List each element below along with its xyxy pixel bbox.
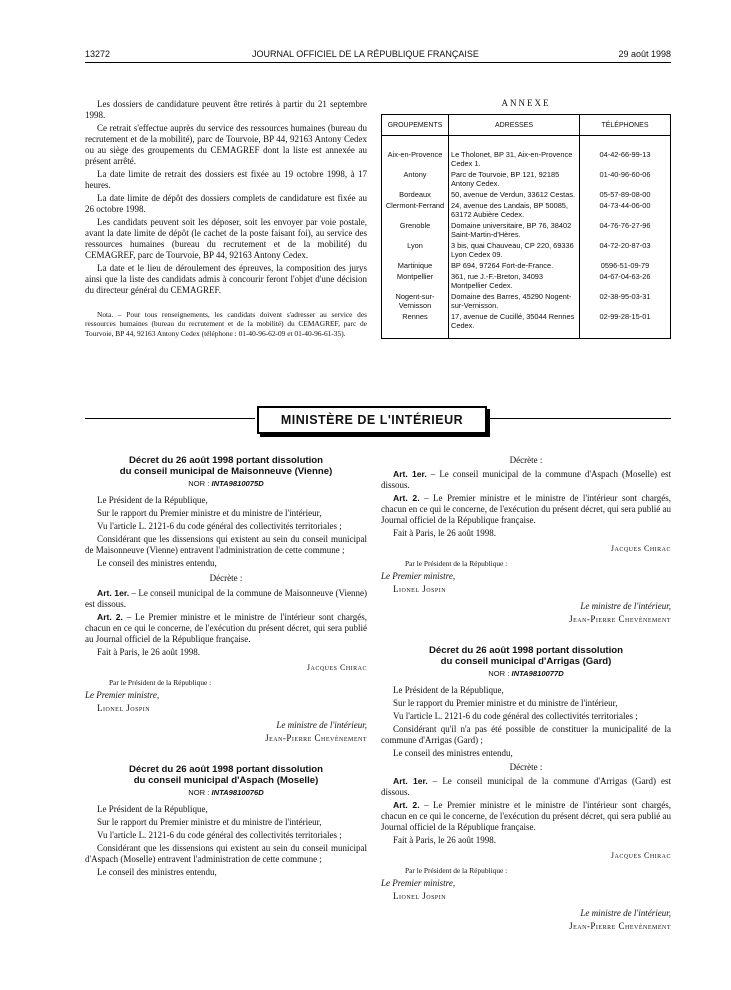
annexe-telephone: 04-72-20-87-03 xyxy=(580,240,671,260)
decree-article-2: Art. 2. – Le Premier ministre et le ministre de l'intérieur sont chargés, chacun en ce qui le concerne, de l'exécution du présent décret, qui sera publié au Journal officiel de la République française. xyxy=(381,493,672,525)
annexe-row xyxy=(382,240,671,260)
annexe-groupement: Montpellier xyxy=(382,271,449,291)
decree-aspach-part2 xyxy=(381,455,671,625)
decree-paragraph: Considérant que les dissensions qui existent au sein du conseil municipal de Maisonneuve (Vienne) entravent l'administration de cette commune ; xyxy=(85,534,367,555)
header-groupements: GROUPEMENTS xyxy=(382,115,449,136)
decree-decrete: Décrète : xyxy=(209,573,243,583)
intro-note: Nota. – Pour tous renseignements, les candidats doivent s'adresser au service des ressources humaines (bureau du recrutement et de la mobilité) du CEMAGREF, parc de Tourvoie, BP 44, 92163 Antony Cedex (téléphone : 01-40-96-62-09 et 01-40-96-61-35). xyxy=(85,310,367,338)
annexe-telephone: 0596-51-09-79 xyxy=(580,260,671,271)
decree-nor: NOR : INTA9810075D xyxy=(188,479,264,488)
signature-president: Jacques Chirac xyxy=(610,544,671,553)
decree-title: du conseil municipal d'Aspach (Moselle) xyxy=(133,775,319,786)
decree-article-1: Art. 1er. – Le conseil municipal de la commune de Maisonneuve (Vienne) est dissous. xyxy=(85,588,367,609)
annexe-adresse: 361, rue J.-F.-Breton, 34093 Montpellier Cedex. xyxy=(449,271,580,291)
signature-par: Par le Président de la République : xyxy=(405,559,508,568)
decree-fait: Fait à Paris, le 26 août 1998. xyxy=(393,528,496,538)
signature-president: Jacques Chirac xyxy=(610,851,671,860)
signature-pm-title: Le Premier ministre, xyxy=(381,878,456,888)
annexe-row xyxy=(382,220,671,240)
annexe-groupement: Bordeaux xyxy=(382,189,449,200)
annexe-header-row xyxy=(382,115,671,136)
ministry-rule-left xyxy=(85,418,255,419)
annexe-adresse: 50, avenue de Verdun, 33612 Cestas. xyxy=(449,189,580,200)
signature-minister-name: Jean-Pierre Chevènement xyxy=(569,614,671,624)
signature-pm-name: Lionel Jospin xyxy=(393,891,447,901)
annexe-telephone: 04-76-76-27-96 xyxy=(580,220,671,240)
decree-paragraph: Vu l'article L. 2121-6 du code général des collectivités territoriales ; xyxy=(97,830,342,840)
annexe-adresse: Parc de Tourvoie, BP 121, 92185 Antony Cedex. xyxy=(449,169,580,189)
decree-title: du conseil municipal d'Arrigas (Gard) xyxy=(440,656,612,667)
decree-paragraph: Le Président de la République, xyxy=(97,495,208,505)
annexe-groupement: Nogent-sur-Vernisson xyxy=(382,291,449,311)
annexe-telephone: 04-67-04-63-26 xyxy=(580,271,671,291)
decree-fait: Fait à Paris, le 26 août 1998. xyxy=(97,647,200,657)
decree-aspach-part1 xyxy=(85,764,367,878)
annexe-telephone: 02-99-28-15-01 xyxy=(580,311,671,339)
signature-pm-title: Le Premier ministre, xyxy=(85,690,160,700)
decree-arrigas xyxy=(381,645,671,932)
right-column xyxy=(381,455,671,934)
annexe-groupement: Martinique xyxy=(382,260,449,271)
decree-paragraph: Considérant qu'il n'a pas été possible de constituer la municipalité de la commune d'Arrigas (Gard) ; xyxy=(381,724,671,745)
decree-title: Décret du 26 août 1998 portant dissolution xyxy=(128,455,324,466)
annexe-body xyxy=(382,136,671,339)
left-column xyxy=(85,455,367,880)
annexe-adresse: Le Tholonet, BP 31, Aix-en-Provence Cedex 1. xyxy=(449,136,580,170)
page-number: 13272 xyxy=(85,49,111,59)
signature-minister-name: Jean-Pierre Chevènement xyxy=(569,921,671,931)
annexe-row xyxy=(382,189,671,200)
decree-article-2: Art. 2. – Le Premier ministre et le ministre de l'intérieur sont chargés, chacun en ce qui le concerne, de l'exécution du présent décret, qui sera publié au Journal officiel de la République française. xyxy=(85,612,367,644)
annexe-adresse: Domaine universitaire, BP 76, 38402 Saint-Martin-d'Hères. xyxy=(449,220,580,240)
header-telephones: TÉLÉPHONES xyxy=(580,115,671,136)
header-adresses: ADRESSES xyxy=(449,115,580,136)
decree-article-2: Art. 2. – Le Premier ministre et le ministre de l'intérieur sont chargés, chacun en ce qui le concerne, de l'exécution du présent décret, qui sera publié au Journal officiel de la République française. xyxy=(381,800,672,832)
ministry-banner: MINISTÈRE DE L'INTÉRIEUR xyxy=(257,406,487,434)
decree-paragraph: Vu l'article L. 2121-6 du code général des collectivités territoriales ; xyxy=(393,711,638,721)
annexe-telephone: 02-38-95-03-31 xyxy=(580,291,671,311)
decree-maisonneuve xyxy=(85,455,367,744)
decree-paragraph: Vu l'article L. 2121-6 du code général des collectivités territoriales ; xyxy=(97,521,342,531)
decree-paragraph: Sur le rapport du Premier ministre et du ministre de l'intérieur, xyxy=(393,698,618,708)
intro-section xyxy=(85,99,367,338)
decree-paragraph: Sur le rapport du Premier ministre et du ministre de l'intérieur, xyxy=(97,817,322,827)
signature-president: Jacques Chirac xyxy=(306,663,367,672)
annexe-telephone: 04-42-66-99-13 xyxy=(580,136,671,170)
ministry-rule-right xyxy=(488,418,671,419)
annexe-row xyxy=(382,271,671,291)
annexe-groupement: Rennes xyxy=(382,311,449,339)
annexe-title: ANNEXE xyxy=(501,98,551,108)
annexe-row xyxy=(382,200,671,220)
annexe-row xyxy=(382,136,671,170)
signature-par: Par le Président de la République : xyxy=(109,678,212,687)
annexe-groupement: Grenoble xyxy=(382,220,449,240)
decree-paragraph: Le conseil des ministres entendu, xyxy=(97,558,217,568)
intro-paragraph: Les candidats peuvent soit les déposer, soit les envoyer par voie postale, avant la date limite de dépôt (le cachet de la poste faisant foi), au service des ressources humaines (bureau du recrutement et de la mobilité) du CEMAGREF, parc de Tourvoie, BP 44, 92163 Antony Cedex. xyxy=(85,217,367,260)
annexe-groupement: Antony xyxy=(382,169,449,189)
signature-minister-title: Le ministre de l'intérieur, xyxy=(580,601,671,611)
intro-paragraph: La date limite de retrait des dossiers est fixée au 19 octobre 1998, à 17 heures. xyxy=(85,169,367,190)
decree-paragraph: Considérant que les dissensions qui existent au sein du conseil municipal d'Aspach (Moselle) entravent l'administration de cette commune ; xyxy=(85,843,367,864)
annexe-adresse: 3 bis, quai Chauveau, CP 220, 69336 Lyon Cedex 09. xyxy=(449,240,580,260)
decree-nor: NOR : INTA9810077D xyxy=(488,669,564,678)
annexe-adresse: BP 694, 97264 Fort-de-France. xyxy=(449,260,580,271)
annexe-row xyxy=(382,311,671,339)
decree-paragraph: Le Président de la République, xyxy=(393,685,504,695)
annexe-row xyxy=(382,291,671,311)
signature-pm-name: Lionel Jospin xyxy=(97,703,151,713)
signature-minister-title: Le ministre de l'intérieur, xyxy=(276,720,367,730)
intro-paragraph: La date limite de dépôt des dossiers complets de candidature est fixée au 26 octobre 1998. xyxy=(85,193,367,214)
header-rule xyxy=(85,62,671,63)
annexe-adresse: Domaine des Barres, 45290 Nogent-sur-Vernisson. xyxy=(449,291,580,311)
annexe-groupement: Aix-en-Provence xyxy=(382,136,449,170)
journal-title: JOURNAL OFFICIEL DE LA RÉPUBLIQUE FRANÇAISE xyxy=(252,49,479,59)
annexe-telephone: 04-73-44-06-00 xyxy=(580,200,671,220)
intro-paragraph: La date et le lieu de déroulement des épreuves, la composition des jurys ainsi que la liste des candidats admis à concourir feront l'objet d'une décision du directeur général du CEMAGREF. xyxy=(85,263,367,295)
decree-article-1: Art. 1er. – Le conseil municipal de la commune d'Arrigas (Gard) est dissous. xyxy=(381,776,671,797)
decree-paragraph: Le Président de la République, xyxy=(97,804,208,814)
signature-minister-name: Jean-Pierre Chevènement xyxy=(265,733,367,743)
annexe-row xyxy=(382,260,671,271)
decree-paragraph: Le conseil des ministres entendu, xyxy=(393,748,513,758)
decree-article-1: Art. 1er. – Le conseil municipal de la commune d'Aspach (Moselle) est dissous. xyxy=(381,469,671,490)
decree-decrete: Décrète : xyxy=(509,762,543,772)
annexe-groupement: Lyon xyxy=(382,240,449,260)
annexe-groupement: Clermont-Ferrand xyxy=(382,200,449,220)
annexe-row xyxy=(382,169,671,189)
publication-date: 29 août 1998 xyxy=(618,49,671,59)
signature-par: Par le Président de la République : xyxy=(405,866,508,875)
intro-paragraph: Les dossiers de candidature peuvent être retirés à partir du 21 septembre 1998. xyxy=(85,99,367,120)
decree-title: Décret du 26 août 1998 portant dissolution xyxy=(128,764,324,775)
decree-paragraph: Le conseil des ministres entendu, xyxy=(97,867,217,877)
annexe-adresse: 17, avenue de Cucillé, 35044 Rennes Cedex. xyxy=(449,311,580,339)
annexe-table xyxy=(381,114,671,339)
signature-pm-title: Le Premier ministre, xyxy=(381,571,456,581)
decree-nor: NOR : INTA9810076D xyxy=(188,788,264,797)
signature-minister-title: Le ministre de l'intérieur, xyxy=(580,908,671,918)
decree-title: du conseil municipal de Maisonneuve (Vienne) xyxy=(119,466,333,477)
intro-paragraph: Ce retrait s'effectue auprès du service des ressources humaines (bureau du recrutement et de la mobilité), parc de Tourvoie, BP 44, 92163 Antony Cedex ou au siège des groupements du CEMAGREF dont la liste est annexée au présent arrêté. xyxy=(85,123,367,166)
decree-title: Décret du 26 août 1998 portant dissolution xyxy=(428,645,624,656)
decree-paragraph: Sur le rapport du Premier ministre et du ministre de l'intérieur, xyxy=(97,508,322,518)
decree-decrete: Décrète : xyxy=(509,455,543,465)
signature-pm-name: Lionel Jospin xyxy=(393,584,447,594)
annexe-adresse: 24, avenue des Landais, BP 50085, 63172 Aubière Cedex. xyxy=(449,200,580,220)
annexe-telephone: 05-57-89-08-00 xyxy=(580,189,671,200)
annexe-telephone: 01-40-96-60-06 xyxy=(580,169,671,189)
decree-fait: Fait à Paris, le 26 août 1998. xyxy=(393,835,496,845)
